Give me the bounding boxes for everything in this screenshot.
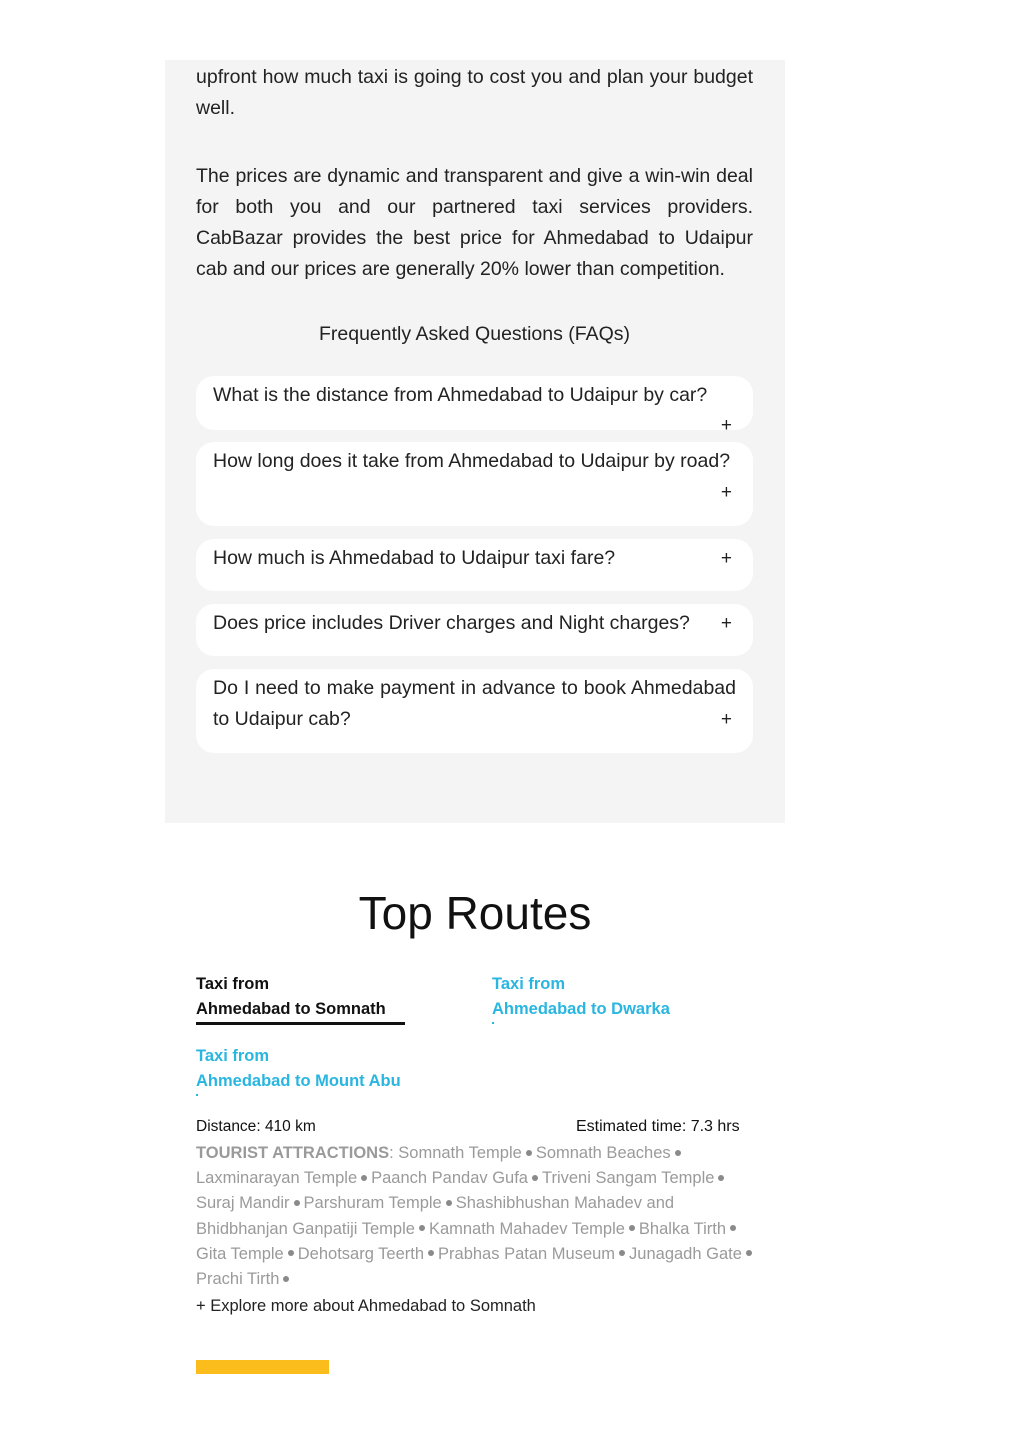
route-tab-line1: Taxi from [196,975,270,993]
faq-item[interactable] [196,376,753,436]
bullet-dot-icon [675,1150,681,1156]
faq-question: Does price includes Driver charges and Night charges? [213,612,690,634]
bullet-dot-icon [361,1175,367,1181]
route-tab-somnath[interactable] [196,972,386,1022]
faq-question: How much is Ahmedabad to Udaipur taxi fare? [213,547,616,569]
faq-question: Do I need to make payment in advance to book Ahmedabad to Udaipur cab? [213,677,736,730]
route-tab-dwarka[interactable] [492,972,670,1022]
faq-title: Frequently Asked Questions (FAQs) [318,323,631,345]
plus-icon: + [196,1297,206,1315]
attraction-item: Bhalka Tirth [638,1219,727,1238]
time-value: 7.3 hrs [690,1118,740,1135]
bullet-dot-icon [746,1250,752,1256]
route-distance: Distance: 410 km [196,1118,316,1135]
tourist-attractions: TOURIST ATTRACTIONS: Somnath Temple Somnath BeachesLaxminarayan Temple Paanch Pandav Gufa Triveni Sangam TempleSuraj Mandir Parshuram Temple Shashibhushan Mahadev and Bhidbhanjan Ganpatiji Temple Kamnath Mahadev Temple Bhalka TirthGita Temple Dehotsarg Teerth Prabhas Patan Museum Junagadh GatePrachi Tirth [196,1141,758,1292]
attraction-item: Shashibhushan Mahadev and Bhidbhanjan Ganpatiji Temple [196,1194,675,1238]
tab-indicator-mark [492,1022,494,1024]
faq-question: What is the distance from Ahmedabad to Udaipur by car? [213,384,708,406]
attractions-label: TOURIST ATTRACTIONS [196,1144,390,1162]
attraction-item: Dehotsarg Teerth [297,1244,425,1263]
bullet-dot-icon [283,1276,289,1282]
attraction-item: Somnath Temple [398,1144,522,1162]
bullet-dot-icon [619,1250,625,1256]
expand-plus-icon[interactable]: + [720,548,732,569]
faq-question: How long does it take from Ahmedabad to Udaipur by road? [213,450,731,472]
attraction-item: Laxminarayan Temple [196,1169,358,1188]
route-tab-line2: Ahmedabad to Dwarka [492,1000,670,1018]
explore-link-text: Explore more about Ahmedabad to Somnath [210,1297,536,1315]
distance-value: 410 km [264,1118,316,1135]
bullet-dot-icon [428,1250,434,1256]
bullet-dot-icon [526,1150,532,1156]
route-tab-line2: Ahmedabad to Mount Abu [196,1072,401,1090]
route-tab-line1: Taxi from [492,975,566,993]
faq-item[interactable] [196,442,753,526]
route-tab-mount-abu[interactable] [196,1044,401,1094]
intro-paragraph-2: The prices are dynamic and transparent and give a win-win deal for both you and our partnered taxi services providers. CabBazar provides the best price for Ahmedabad to Udaipur cab and our prices are generally 20% lower than competition. [196,165,753,280]
attraction-item: Prachi Tirth [196,1270,280,1289]
faq-item[interactable] [196,669,753,753]
expand-plus-icon[interactable]: + [720,613,732,634]
attraction-item: Prabhas Patan Museum [438,1244,616,1263]
expand-plus-icon[interactable]: + [720,415,732,436]
route-estimated-time: Estimated time: 7.3 hrs [576,1118,740,1135]
bullet-dot-icon [532,1175,538,1181]
bullet-dot-icon [419,1225,425,1231]
distance-label: Distance [196,1118,257,1135]
bullet-dot-icon [718,1175,724,1181]
tab-indicator-mark [196,1094,198,1096]
active-tab-underline [196,1022,405,1025]
bullet-dot-icon [294,1200,300,1206]
attraction-item: Paanch Pandav Gufa [371,1169,528,1188]
bullet-dot-icon [629,1225,635,1231]
expand-plus-icon[interactable]: + [720,709,732,730]
time-label: Estimated time [576,1118,682,1135]
attraction-item: Kamnath Mahadev Temple [428,1219,625,1238]
top-routes-title: Top Routes [358,887,592,939]
route-tab-line1: Taxi from [196,1047,270,1065]
attraction-item: Triveni Sangam Temple [542,1169,715,1188]
bullet-dot-icon [288,1250,294,1256]
attraction-item: Junagadh Gate [629,1244,742,1263]
attraction-item: Parshuram Temple [303,1194,442,1213]
intro-paragraph-1: upfront how much taxi is going to cost you and plan your budget well. [196,66,753,119]
bullet-dot-icon [446,1200,452,1206]
expand-plus-icon[interactable]: + [720,482,732,503]
accent-bar [196,1360,329,1374]
route-tab-line2: Ahmedabad to Somnath [196,1000,386,1018]
faq-item[interactable] [196,604,753,656]
bullet-dot-icon [730,1225,736,1231]
attraction-item: Suraj Mandir [196,1194,290,1213]
attraction-item: Gita Temple [196,1244,284,1263]
faq-item[interactable] [196,539,753,591]
attraction-item: Somnath Beaches [535,1144,671,1162]
explore-more-link[interactable] [196,1297,536,1316]
attractions-list [196,1144,756,1288]
